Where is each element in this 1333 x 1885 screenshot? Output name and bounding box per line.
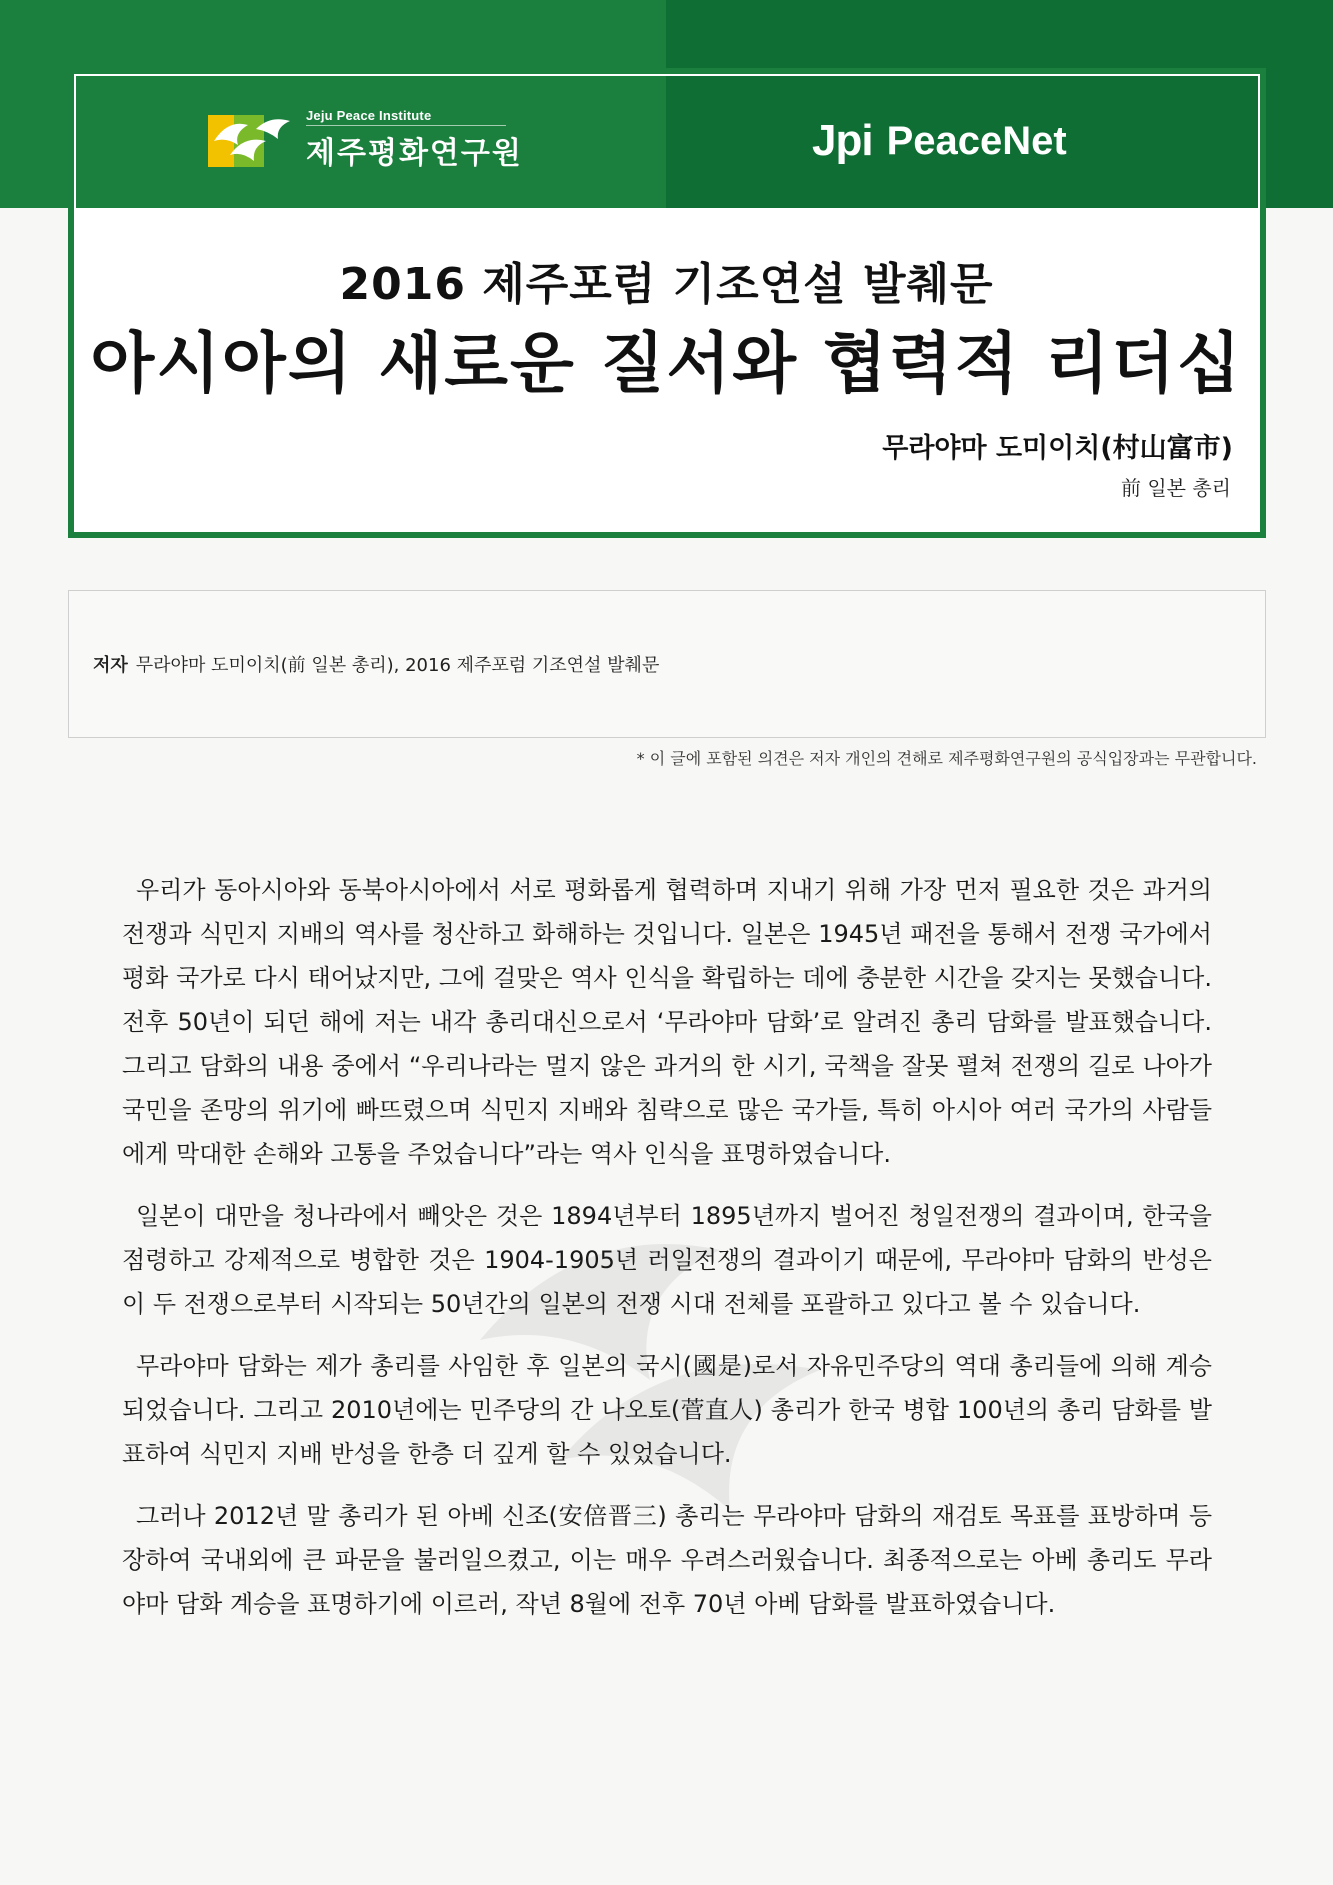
peacenet-wordmark: PeaceNet xyxy=(886,118,1067,163)
document-title: 아시아의 새로운 질서와 협력적 리더십 xyxy=(90,325,1243,402)
jeju-peace-institute-logo xyxy=(208,108,523,172)
author-info-label: 저자 xyxy=(93,655,128,676)
author-role: 前 일본 총리 xyxy=(1121,476,1231,500)
author-info-line xyxy=(93,651,659,677)
author-info-box xyxy=(68,590,1266,738)
logo-korean-name: 제주평화연구원 xyxy=(306,136,523,171)
jpi-mark: Jpi xyxy=(812,116,873,165)
author-name: 무라야마 도미이치(村山富市) xyxy=(882,433,1233,464)
author-info-text: 무라야마 도미이치(前 일본 총리), 2016 제주포럼 기조연설 발췌문 xyxy=(135,655,660,676)
jpi-peacenet-logo xyxy=(812,116,1067,166)
logo-text xyxy=(306,108,523,172)
body-paragraph: 무라야마 담화는 제가 총리를 사임한 후 일본의 국시(國是)로서 자유민주당의 역대 총리들에 의해 계승되었습니다. 그리고 2010년에는 민주당의 간 나오토(菅直人) 총리가 한국 병합 100년의 총리 담화를 발표하여 식민지 지배 반성을 한층 더 깊게 할 수 있었습니다. xyxy=(122,1352,1212,1468)
body-paragraph: 그러나 2012년 말 총리가 된 아베 신조(安倍晋三) 총리는 무라야마 담화의 재검토 목표를 표방하며 등장하여 국내외에 큰 파문을 불러일으켰고, 이는 매우 우려스러웠습니다. 최종적으로는 아베 총리도 무라야마 담화 계승을 표명하기에 이르러, 작년 8월에 전후 70년 아베 담화를 발표하였습니다. xyxy=(122,1502,1212,1618)
disclaimer-note: * 이 글에 포함된 의견은 저자 개인의 견해로 제주평화연구원의 공식입장과는 무관합니다. xyxy=(636,749,1257,768)
bird-icon xyxy=(208,111,292,169)
document-subtitle: 2016 제주포럼 기조연설 발췌문 xyxy=(339,259,994,310)
document-body xyxy=(122,868,1212,1644)
body-paragraph: 일본이 대만을 청나라에서 빼앗은 것은 1894년부터 1895년까지 벌어진 청일전쟁의 결과이며, 한국을 점령하고 강제적으로 병합한 것은 1904-1905년 러일전쟁의 결과이기 때문에, 무라야마 담화의 반성은 이 두 전쟁으로부터 시작되는 50년간의 일본의 전쟁 시대 전체를 포괄하고 있다고 볼 수 있습니다. xyxy=(122,1202,1212,1318)
logo-english-name: Jeju Peace Institute xyxy=(306,108,506,126)
body-paragraph: 우리가 동아시아와 동북아시아에서 서로 평화롭게 협력하며 지내기 위해 가장 먼저 필요한 것은 과거의 전쟁과 식민지 지배의 역사를 청산하고 화해하는 것입니다. 일본은 1945년 패전을 통해서 전쟁 국가에서 평화 국가로 다시 태어났지만, 그에 걸맞은 역사 인식을 확립하는 데에 충분한 시간을 갖지는 못했습니다. 전후 50년이 되던 해에 저는 내각 총리대신으로서 ‘무라야마 담화’로 알려진 총리 담화를 발표했습니다. 그리고 담화의 내용 중에서 “우리나라는 멀지 않은 과거의 한 시기, 국책을 잘못 펼쳐 전쟁의 길로 나아가 국민을 존망의 위기에 빠뜨렸으며 식민지 지배와 침략으로 많은 국가들, 특히 아시아 여러 국가의 사람들에게 막대한 손해와 고통을 주었습니다”라는 역사 인식을 표명하였습니다. xyxy=(122,876,1212,1168)
